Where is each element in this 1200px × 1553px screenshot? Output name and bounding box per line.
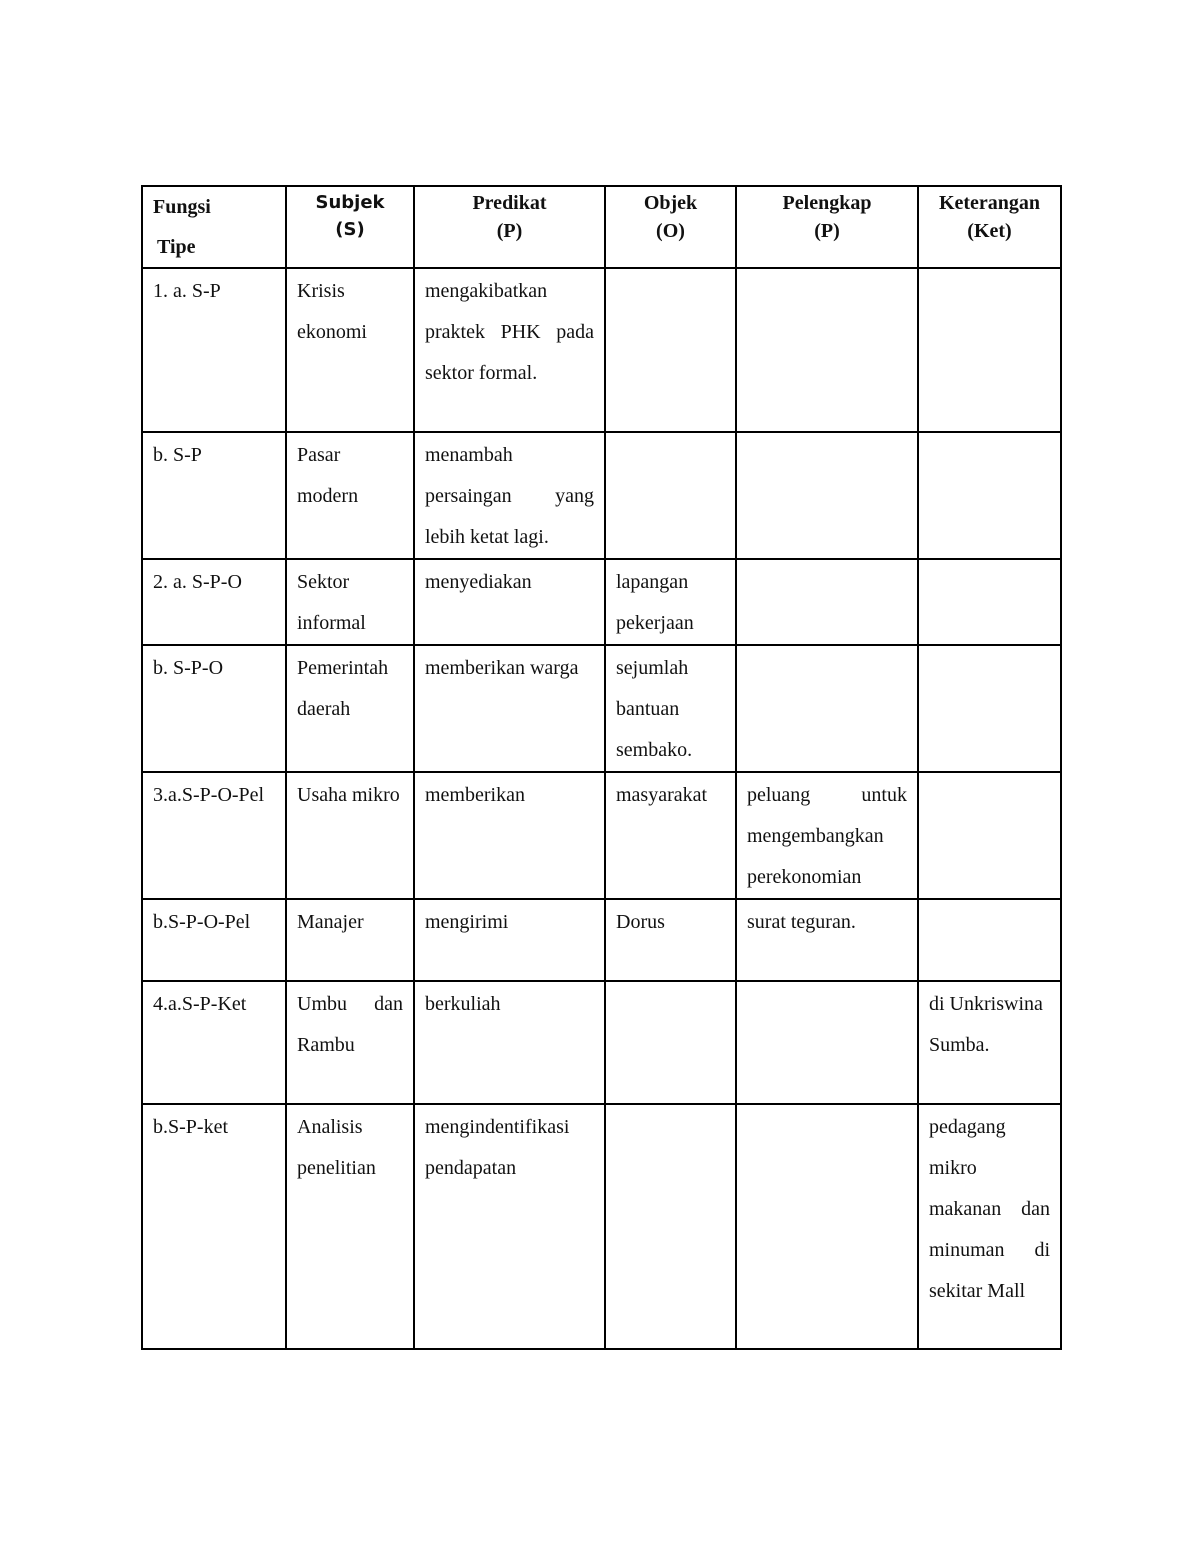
cell-objek: [605, 1104, 736, 1349]
table-row: [142, 432, 1061, 559]
cell-objek: [605, 432, 736, 559]
cell-predikat: mengirimi: [414, 899, 605, 981]
cell-pelengkap: [736, 1104, 918, 1349]
header-subjek-label: Subjek: [315, 192, 385, 213]
cell-objek: masyarakat: [605, 772, 736, 899]
cell-subjek: Pasar modern: [286, 432, 414, 559]
cell-objek: lapangan pekerjaan: [605, 559, 736, 645]
cell-tipe: 2. a. S-P-O: [142, 559, 286, 645]
cell-keterangan: [918, 772, 1061, 899]
header-keterangan: [918, 186, 1061, 268]
cell-objek: Dorus: [605, 899, 736, 981]
cell-tipe: b. S-P: [142, 432, 286, 559]
cell-tipe: 3.a.S-P-O-Pel: [142, 772, 286, 899]
table-row: [142, 981, 1061, 1104]
cell-predikat: memberikan warga: [414, 645, 605, 772]
cell-pelengkap: surat teguran.: [736, 899, 918, 981]
cell-predikat: menyediakan: [414, 559, 605, 645]
cell-predikat: mengakibatkan praktek PHK pada sektor formal.: [414, 268, 605, 432]
cell-pelengkap: peluang untuk mengembangkan perekonomian: [736, 772, 918, 899]
header-fungsi-tipe: [142, 186, 286, 268]
header-pelengkap: [736, 186, 918, 268]
header-pelengkap-label: Pelengkap: [782, 192, 872, 214]
cell-keterangan: [918, 268, 1061, 432]
header-predikat: [414, 186, 605, 268]
cell-predikat: memberikan: [414, 772, 605, 899]
cell-keterangan: [918, 432, 1061, 559]
header-pelengkap-abbr: (P): [814, 220, 840, 242]
cell-objek: [605, 268, 736, 432]
cell-keterangan: [918, 899, 1061, 981]
header-objek-abbr: (O): [656, 220, 685, 242]
cell-pelengkap: [736, 559, 918, 645]
header-predikat-abbr: (P): [496, 220, 523, 242]
cell-subjek: Manajer: [286, 899, 414, 981]
cell-keterangan: pedagang mikro makanan dan minuman di sekitar Mall: [918, 1104, 1061, 1349]
cell-tipe: b.S-P-ket: [142, 1104, 286, 1349]
table-header-row: [142, 186, 1061, 268]
cell-keterangan: di Unkriswina Sumba.: [918, 981, 1061, 1104]
cell-pelengkap: [736, 432, 918, 559]
cell-pelengkap: [736, 268, 918, 432]
table-row: [142, 772, 1061, 899]
cell-subjek: Krisis ekonomi: [286, 268, 414, 432]
cell-pelengkap: [736, 645, 918, 772]
table-row: [142, 1104, 1061, 1349]
header-predikat-label: Predikat: [472, 192, 547, 214]
header-subjek-abbr: (S): [335, 219, 365, 240]
table-row: [142, 645, 1061, 772]
cell-tipe: b. S-P-O: [142, 645, 286, 772]
cell-predikat: mengindentifikasi pendapatan: [414, 1104, 605, 1349]
cell-tipe: 1. a. S-P: [142, 268, 286, 432]
cell-subjek: Pemerintah daerah: [286, 645, 414, 772]
header-keterangan-abbr: (Ket): [967, 220, 1012, 242]
cell-subjek: Sektor informal: [286, 559, 414, 645]
header-objek-label: Objek: [643, 192, 698, 214]
table-row: [142, 559, 1061, 645]
cell-objek: [605, 981, 736, 1104]
header-tipe: Tipe: [157, 236, 196, 258]
header-objek: [605, 186, 736, 268]
cell-pelengkap: [736, 981, 918, 1104]
header-keterangan-label: Keterangan: [938, 192, 1041, 214]
cell-subjek: Umbu dan Rambu: [286, 981, 414, 1104]
header-subjek: [286, 186, 414, 268]
cell-subjek: Usaha mikro: [286, 772, 414, 899]
grammar-table: [141, 185, 1062, 1350]
cell-predikat: menambah persaingan yang lebih ketat lagi.: [414, 432, 605, 559]
cell-keterangan: [918, 645, 1061, 772]
cell-tipe: 4.a.S-P-Ket: [142, 981, 286, 1104]
header-fungsi: Fungsi: [153, 196, 211, 218]
cell-subjek: Analisis penelitian: [286, 1104, 414, 1349]
cell-tipe: b.S-P-O-Pel: [142, 899, 286, 981]
cell-predikat: berkuliah: [414, 981, 605, 1104]
cell-objek: sejumlah bantuan sembako.: [605, 645, 736, 772]
table-row: [142, 268, 1061, 432]
table-row: [142, 899, 1061, 981]
cell-keterangan: [918, 559, 1061, 645]
